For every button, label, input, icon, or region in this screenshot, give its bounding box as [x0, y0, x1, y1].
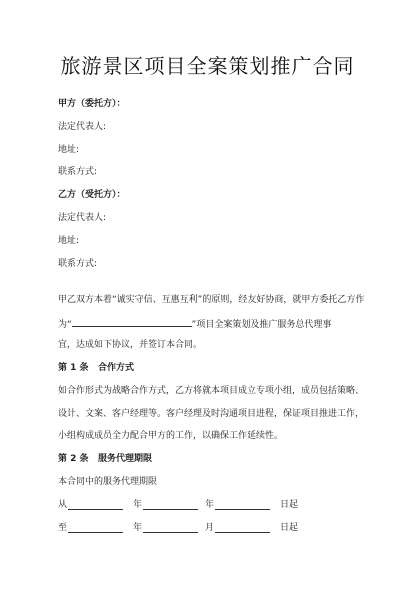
article-1-line-1: 如合作形式为战略合作方式，乙方将就本项目成立专项小组，成员包括策略、	[58, 386, 365, 396]
to-month-blank	[143, 532, 198, 533]
article-1-number: 第 1 条	[58, 363, 89, 373]
article-2-name: 服务代理期限	[98, 454, 153, 464]
from-label: 从	[58, 500, 68, 510]
party-b-address-label: 地址:	[58, 236, 80, 246]
intro-line-2	[58, 317, 331, 331]
from-day-blank	[215, 509, 270, 510]
article-2-line-1: 本合同中的服务代理期限	[58, 477, 158, 487]
intro-line-2-prefix: 为“	[58, 320, 72, 330]
party-a-contact-label: 联系方式:	[58, 167, 98, 177]
project-name-blank	[72, 317, 192, 327]
article-1-name: 合作方式	[98, 363, 135, 373]
to-year-label: 年	[133, 523, 143, 533]
party-b-rep-label: 法定代表人:	[58, 213, 107, 223]
article-2-heading	[58, 453, 152, 465]
party-a-address-label: 地址:	[58, 145, 80, 155]
intro-line-1: 甲乙双方本着“诚实守信、互惠互利”的原则，经友好协商，就甲方委托乙方作	[58, 295, 365, 305]
to-label: 至	[58, 523, 68, 533]
from-month-blank	[143, 509, 198, 510]
intro-line-3: 宜，达成如下协议，并签订本合同。	[58, 340, 203, 350]
article-1-heading	[58, 362, 134, 374]
to-year-blank	[68, 532, 123, 533]
party-a-heading: 甲方（委托方）：	[58, 99, 126, 109]
to-date-row	[58, 522, 358, 536]
to-day-blank	[215, 532, 270, 533]
to-month-label: 月	[205, 523, 215, 533]
article-1-line-2: 设计、文案、客户经理等。客户经理及时沟通项目进程，保证项目推进工作，	[58, 409, 365, 419]
from-month-label: 年	[205, 500, 215, 510]
contract-title: 旅游景区项目全案策划推广合同	[60, 54, 355, 78]
from-day-label: 日起	[280, 500, 299, 510]
intro-line-2-suffix: ”项目全案策划及推广服务总代理事	[191, 320, 332, 330]
from-year-label: 年	[133, 500, 143, 510]
from-date-row	[58, 499, 358, 513]
article-2-number: 第 2 条	[58, 454, 89, 464]
party-b-heading: 乙方（受托方）：	[58, 190, 126, 200]
from-year-blank	[68, 509, 123, 510]
party-a-rep-label: 法定代表人:	[58, 122, 107, 132]
to-day-label: 日起	[280, 523, 299, 533]
party-b-contact-label: 联系方式:	[58, 259, 98, 269]
article-1-line-3: 小组构成成员全力配合甲方的工作，以确保工作延续性。	[58, 431, 284, 441]
